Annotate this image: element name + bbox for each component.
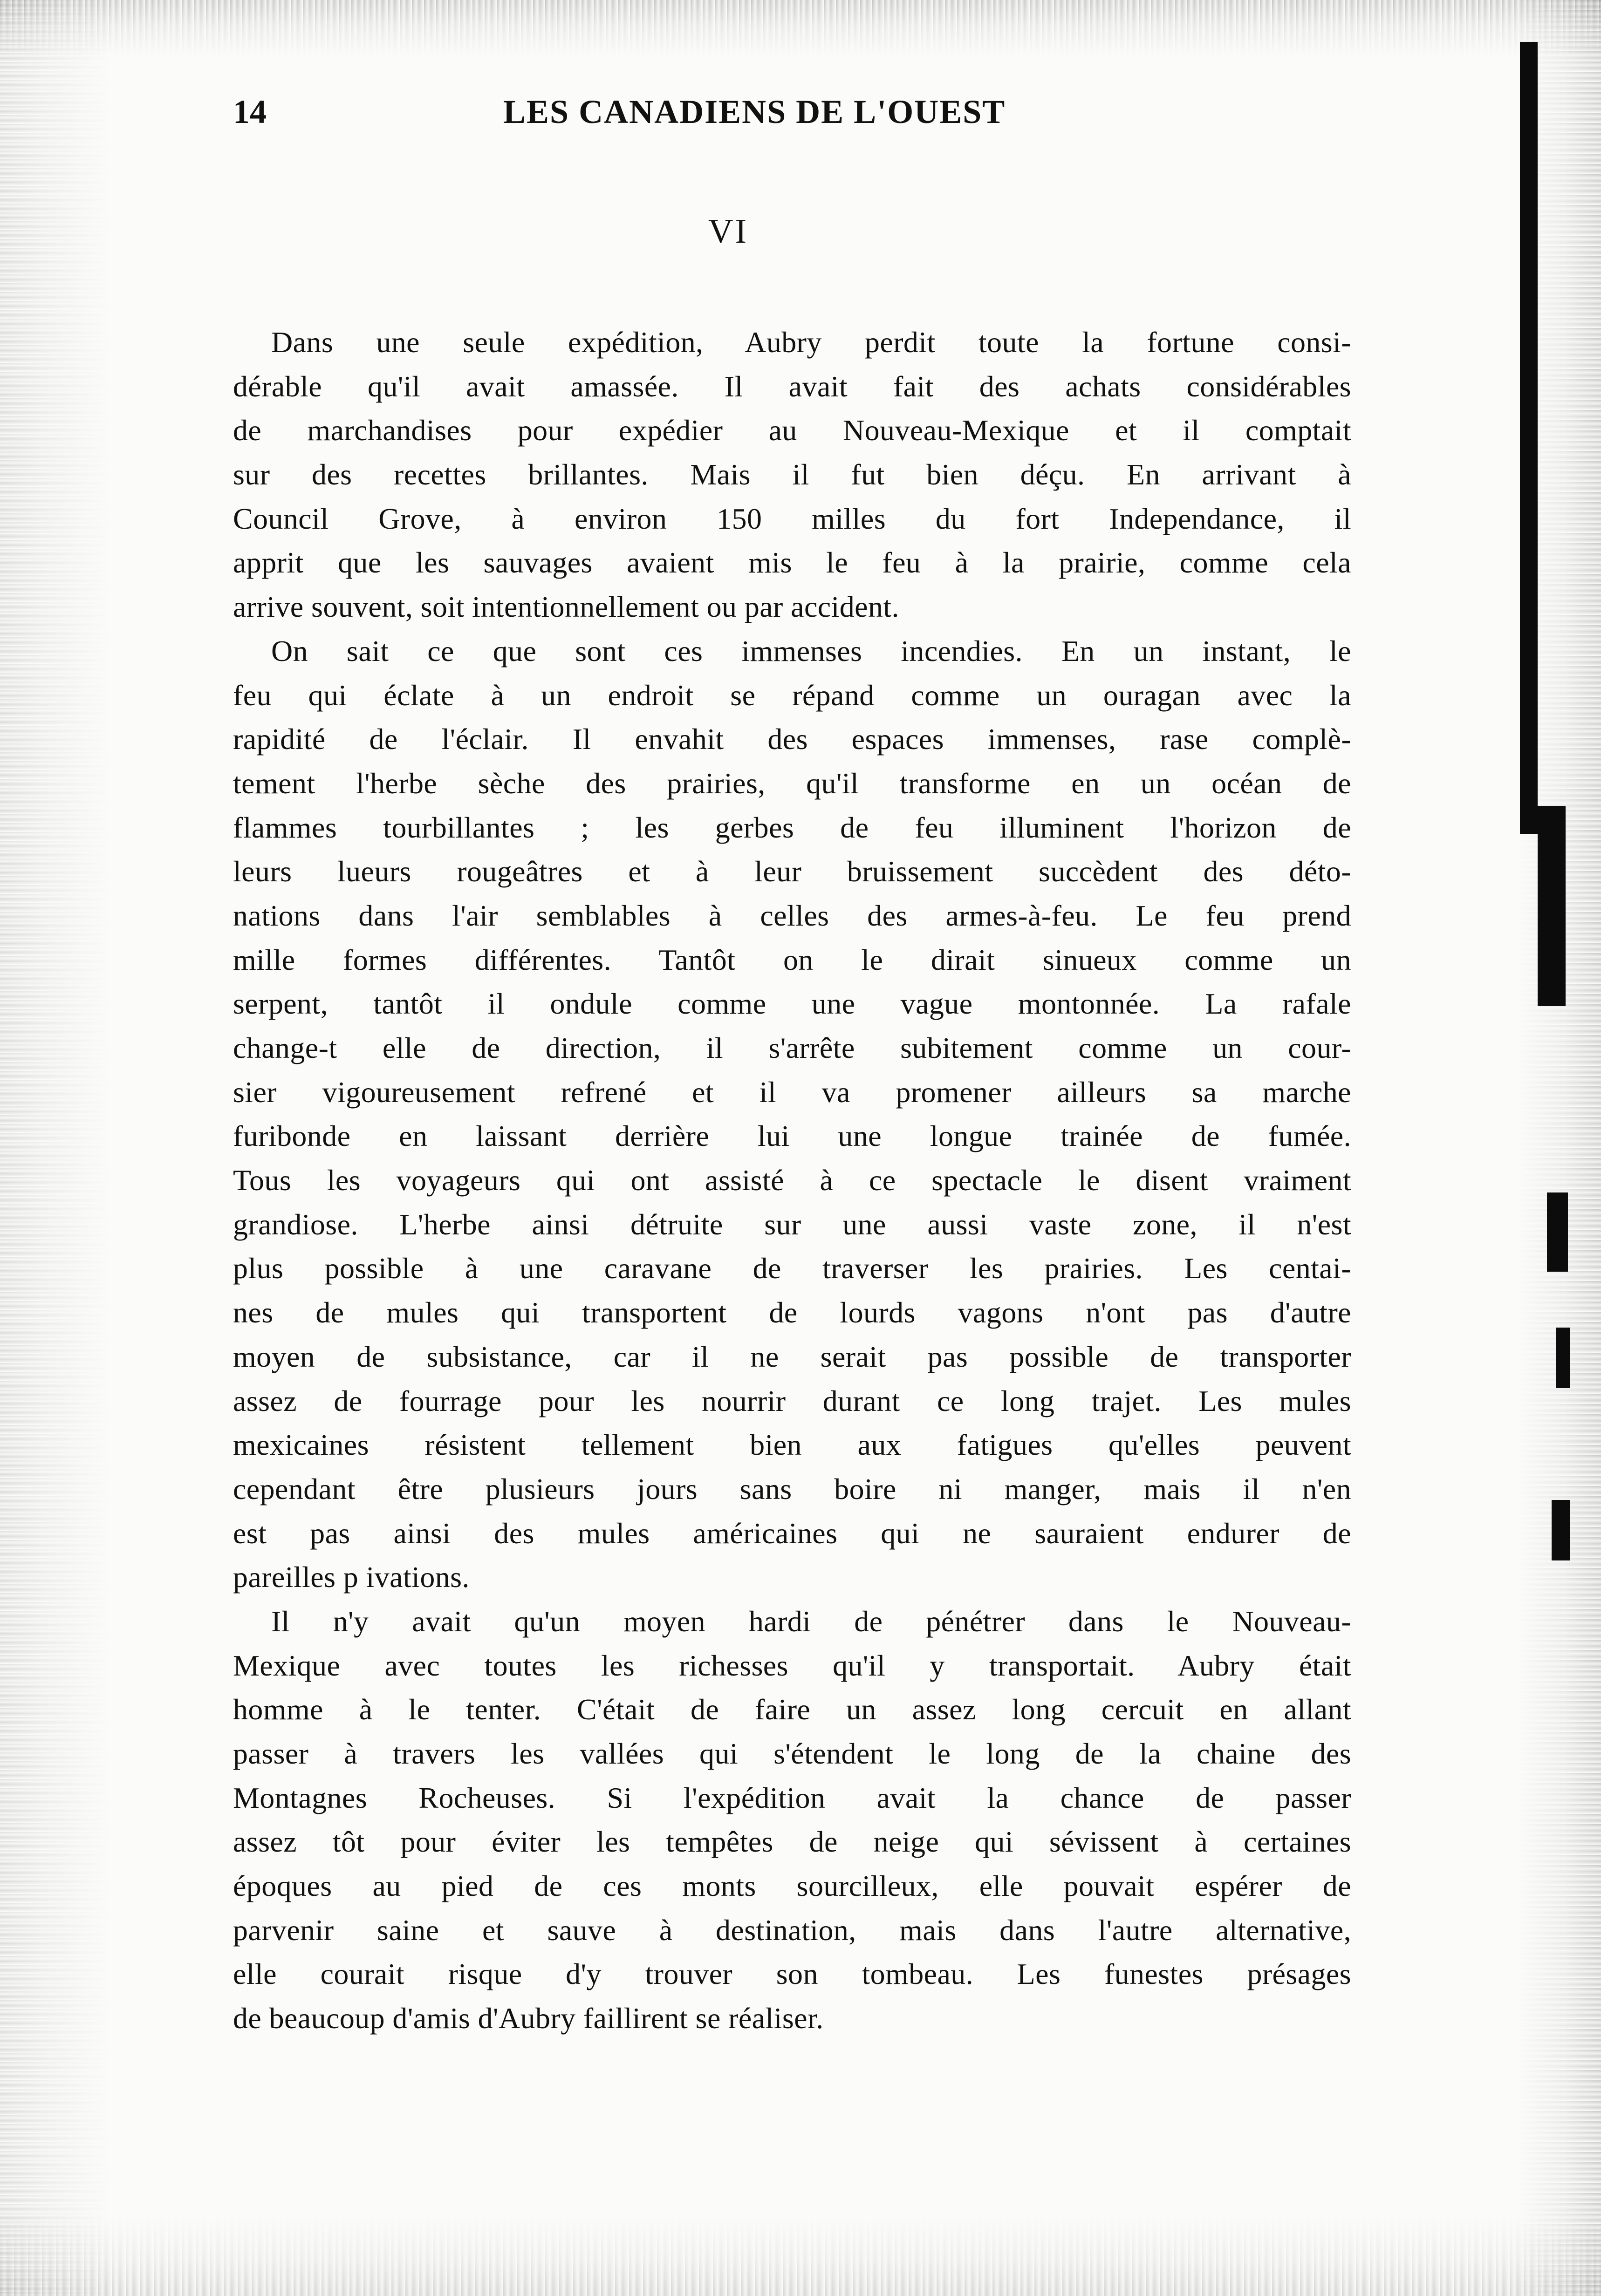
text-line: assez tôt pour éviter les tempêtes de neige qui sévissent à certaines — [233, 1825, 1351, 1859]
text-line: mexicaines résistent tellement bien aux fatigues qu'elles peuvent — [233, 1428, 1351, 1462]
text-line: flammes tourbillantes ; les gerbes de feu illuminent l'horizon de — [233, 811, 1351, 844]
scan-artifact-bar — [1538, 806, 1566, 1006]
body-text — [233, 320, 1351, 2041]
text-line: apprit que les sauvages avaient mis le feu à la prairie, comme cela — [233, 546, 1351, 579]
text-line: rapidité de l'éclair. Il envahit des espaces immenses, rase complè- — [233, 722, 1351, 756]
text-line: elle courait risque d'y trouver son tombeau. Les funestes présages — [233, 1957, 1351, 1991]
text-line: Council Grove, à environ 150 milles du fort Independance, il — [233, 502, 1351, 535]
text-line: nes de mules qui transportent de lourds vagons n'ont pas d'autre — [233, 1296, 1351, 1329]
paragraph — [233, 1600, 1351, 2041]
text-line: moyen de subsistance, car il ne serait pas possible de transporter — [233, 1340, 1351, 1373]
scan-artifact-bar — [1547, 1192, 1568, 1272]
page-number: 14 — [233, 93, 267, 130]
running-head — [233, 86, 1118, 137]
text-line: mille formes différentes. Tantôt on le dirait sinueux comme un — [233, 943, 1351, 976]
text-line: serpent, tantôt il ondule comme une vague montonnée. La rafale — [233, 987, 1351, 1021]
text-line: Dans une seule expédition, Aubry perdit toute la fortune consi- — [271, 326, 1351, 359]
paragraph — [233, 629, 1351, 1600]
text-line: assez de fourrage pour les nourrir durant ce long trajet. Les mules — [233, 1384, 1351, 1417]
scan-edge-left — [0, 0, 112, 2296]
text-line: dérable qu'il avait amassée. Il avait fait des achats considérables — [233, 369, 1351, 403]
text-line: arrive souvent, soit intentionnellement ou par accident. — [233, 590, 899, 624]
text-line: sier vigoureusement refrené et il va promener ailleurs sa marche — [233, 1075, 1351, 1109]
text-line: On sait ce que sont ces immenses incendies. En un instant, le — [271, 634, 1351, 668]
chapter-heading: VI — [708, 212, 749, 251]
text-line: leurs lueurs rougeâtres et à leur bruissement succèdent des déto- — [233, 855, 1351, 888]
text-line: est pas ainsi des mules américaines qui ne sauraient endurer de — [233, 1516, 1351, 1550]
text-line: cependant être plusieurs jours sans boire ni manger, mais il n'en — [233, 1472, 1351, 1506]
text-line: plus possible à une caravane de traverser les prairies. Les centai- — [233, 1252, 1351, 1285]
text-line: nations dans l'air semblables à celles des armes-à-feu. Le feu prend — [233, 899, 1351, 932]
text-line: Mexique avec toutes les richesses qu'il y transportait. Aubry était — [233, 1649, 1351, 1682]
text-line: sur des recettes brillantes. Mais il fut bien déçu. En arrivant à — [233, 458, 1351, 491]
text-line: Tous les voyageurs qui ont assisté à ce spectacle le disent vraiment — [233, 1164, 1351, 1197]
text-line: pareilles p ivations. — [233, 1560, 470, 1594]
running-title: LES CANADIENS DE L'OUEST — [503, 93, 1006, 130]
scan-artifact-bar — [1520, 42, 1538, 834]
text-line: feu qui éclate à un endroit se répand comme un ouragan avec la — [233, 678, 1351, 712]
text-line: furibonde en laissant derrière lui une longue trainée de fumée. — [233, 1119, 1351, 1153]
text-line: de beaucoup d'amis d'Aubry faillirent se réaliser. — [233, 2002, 824, 2035]
text-line: Montagnes Rocheuses. Si l'expédition avait la chance de passer — [233, 1781, 1351, 1814]
text-line: parvenir saine et sauve à destination, mais dans l'autre alternative, — [233, 1913, 1351, 1947]
paragraph — [233, 320, 1351, 629]
text-line: Il n'y avait qu'un moyen hardi de pénétrer dans le Nouveau- — [271, 1604, 1351, 1638]
text-line: change-t elle de direction, il s'arrête subitement comme un cour- — [233, 1031, 1351, 1064]
text-line: passer à travers les vallées qui s'étendent le long de la chaine des — [233, 1737, 1351, 1770]
text-line: tement l'herbe sèche des prairies, qu'il transforme en un océan de — [233, 766, 1351, 800]
text-line: homme à le tenter. C'était de faire un assez long cercuit en allant — [233, 1693, 1351, 1726]
scan-artifact-bar — [1556, 1328, 1570, 1388]
text-line: époques au pied de ces monts sourcilleux, elle pouvait espérer de — [233, 1869, 1351, 1903]
scan-edge-bottom — [0, 2217, 1601, 2296]
scan-artifact-bar — [1552, 1500, 1570, 1560]
scan-edge-top — [0, 0, 1601, 56]
text-line: de marchandises pour expédier au Nouveau-Mexique et il comptait — [233, 414, 1351, 447]
text-line: grandiose. L'herbe ainsi détruite sur une aussi vaste zone, il n'est — [233, 1207, 1351, 1241]
